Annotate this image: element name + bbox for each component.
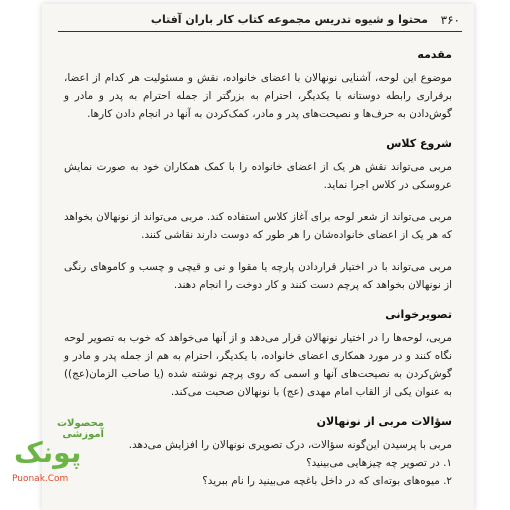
running-title: محتوا و شیوه تدریس مجموعه کتاب کار باران آفتاب [150,13,428,26]
paragraph: مربی، لوحه‌ها را در اختیار نونهالان قرار می‌دهد و از آنها می‌خواهد که خوب به تصویر لوحه نگاه کنند و در مورد همکاری اعضای خانواده، با یکدیگر، احترام به هم از جمله پدر و مادر و گوش‌کردن به نصیحت‌های آنها و اسمی که روی پرچم نوشته شده (یا صاحب الزمان(عج)) به عنوان یکی از القاب امام مهدی (عج) با نونهالان صحبت می‌کند. [64,332,452,398]
book-page [42,4,474,510]
paragraph: مربی می‌تواند با در اختیار قراردادن پارچه یا مقوا و نی و قیچی و چسب و کاموهای رنگی از نونهالان بخواهد که پرچم دست کنند و کار دوخت را انجام دهند. [64,261,452,291]
section-title: مقدمه [417,48,452,61]
section-title: شروع کلاس [386,137,452,150]
section-title: تصویرخوانی [385,308,452,321]
list-item: ۲. میوه‌های بوته‌ای که در داخل باغچه می‌بینید را نام ببرید؟ [202,475,452,487]
brand-url: Puonak.Com [12,474,69,484]
list-item: ۱. در تصویر چه چیزهایی می‌بینید؟ [306,457,452,469]
paragraph: مربی می‌تواند نقش هر یک از اعضای خانواده را با کمک همکاران خود به صورت نمایش عروسکی در کلاس اجرا نماید. [64,161,452,191]
section-picture-reading [64,308,452,401]
paragraph: مربی با پرسیدن این‌گونه سؤالات، درک تصویری نونهالان را افزایش می‌دهد. [128,439,452,451]
page-content [64,42,452,490]
section-teacher-questions [64,415,452,490]
paragraph: موضوع این لوحه، آشنایی نونهالان با اعضای خانواده، نقش و مسئولیت هر کدام از اعضا، برقراری رابطه دوستانه با یکدیگر، احترام به بزرگتر از جمله احترام به پدر و مادر و گوش‌دادن به حرف‌ها و نصیحت‌های پدر و مادر، کمک‌کردن به آنها در انجام دادن کارها. [64,72,452,120]
header-divider [58,31,462,32]
section-title: سؤالات مربی از نونهالان [316,415,452,428]
brand-logo: پونک [14,436,82,469]
section-intro [64,48,452,123]
brand-watermark [4,418,104,488]
paragraph: مربی می‌تواند از شعر لوحه برای آغاز کلاس استفاده کند. مربی می‌تواند از نونهالان بخواهد که هر یک از اعضای خانواده‌شان را هر طور که دوست دارند نقاشی کنند. [64,211,452,241]
page-number: ۳۶۰ [440,13,460,27]
brand-tagline: محصولات آموزشی [56,418,104,440]
section-class-start [64,137,452,294]
page-header [58,10,462,32]
